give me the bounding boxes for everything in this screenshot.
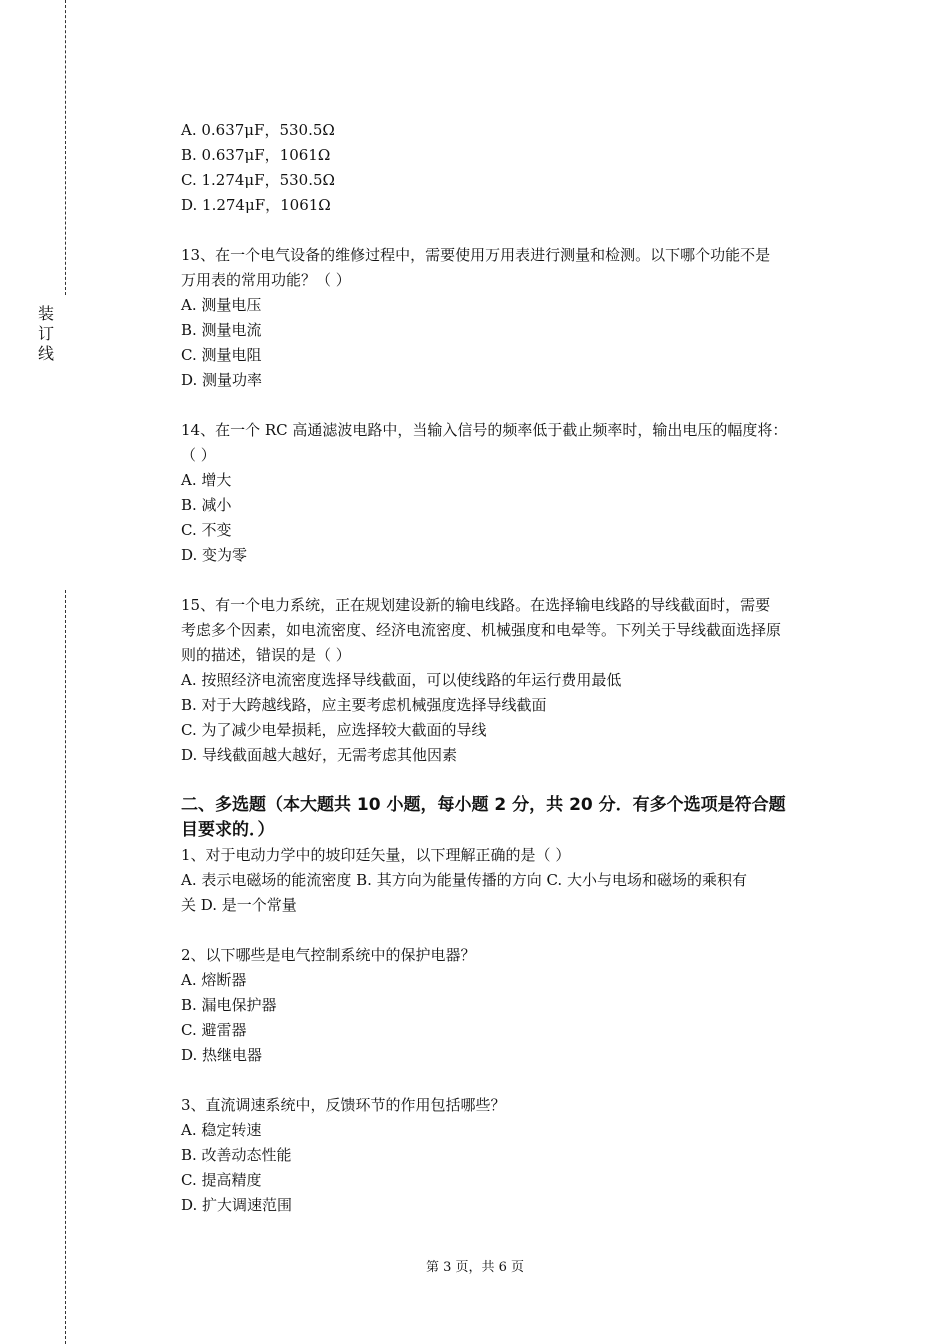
option-c: C. 1.274μF，530.5Ω (181, 171, 335, 189)
option-b: B. 减小 (181, 496, 232, 514)
option-a: A. 增大 (181, 471, 232, 489)
option-a: A. 按照经济电流密度选择导线截面，可以使线路的年运行费用最低 (181, 671, 622, 689)
question-text: 14、在一个 RC 高通滤波电路中，当输入信号的频率低于截止频率时，输出电压的幅度将： (181, 421, 788, 439)
section-2-heading (181, 793, 841, 843)
option-d: D. 扩大调速范围 (181, 1196, 293, 1214)
options-inline: A. 表示电磁场的能流密度 B. 其方向为能量传播的方向 C. 大小与电场和磁场的乘积有 (181, 871, 747, 889)
multi-question-3 (181, 1093, 841, 1218)
option-d: D. 测量功率 (181, 371, 263, 389)
multi-question-1 (181, 843, 841, 918)
option-a: A. 熔断器 (181, 971, 247, 989)
option-b: B. 测量电流 (181, 321, 262, 339)
binding-dashed-line-bottom (65, 590, 66, 1344)
section-title: 二、多选题（本大题共 10 小题，每小题 2 分，共 20 分．有多个选项是符合题 (181, 795, 786, 815)
question-text: 1、对于电动力学中的坡印廷矢量，以下理解正确的是（ ） (181, 846, 571, 864)
question-text: 万用表的常用功能？（ ） (181, 271, 351, 289)
option-a: A. 测量电压 (181, 296, 262, 314)
option-d: D. 变为零 (181, 546, 248, 564)
question-text: 13、在一个电气设备的维修过程中，需要使用万用表进行测量和检测。以下哪个功能不是 (181, 246, 771, 264)
multi-question-2 (181, 943, 841, 1068)
binding-label-char: 装 (37, 304, 54, 323)
binding-dashed-line-top (65, 0, 66, 295)
question-text: 15、有一个电力系统，正在规划建设新的输电线路。在选择输电线路的导线截面时，需要 (181, 596, 771, 614)
option-c: C. 提高精度 (181, 1171, 262, 1189)
option-a: A. 0.637μF，530.5Ω (181, 121, 335, 139)
option-c: C. 为了减少电晕损耗，应选择较大截面的导线 (181, 721, 487, 739)
option-b: B. 改善动态性能 (181, 1146, 292, 1164)
options-inline: 关 D. 是一个常量 (181, 896, 297, 914)
question-text: 3、直流调速系统中，反馈环节的作用包括哪些？ (181, 1096, 506, 1114)
option-b: B. 0.637μF，1061Ω (181, 146, 331, 164)
binding-label-char: 线 (37, 344, 54, 363)
question-text: 考虑多个因素，如电流密度、经济电流密度、机械强度和电晕等。下列关于导线截面选择原 (181, 621, 782, 639)
option-b: B. 漏电保护器 (181, 996, 277, 1014)
option-c: C. 避雷器 (181, 1021, 247, 1039)
binding-label-char: 订 (37, 324, 54, 343)
option-b: B. 对于大跨越线路，应主要考虑机械强度选择导线截面 (181, 696, 547, 714)
option-c: C. 测量电阻 (181, 346, 262, 364)
question-15 (181, 593, 841, 768)
option-d: D. 导线截面越大越好，无需考虑其他因素 (181, 746, 458, 764)
page-number: 第 3 页，共 6 页 (425, 1260, 525, 1275)
option-a: A. 稳定转速 (181, 1121, 262, 1139)
binding-line-label (37, 304, 55, 364)
exam-content (181, 118, 841, 1218)
question-text: （ ） (181, 446, 216, 464)
option-d: D. 热继电器 (181, 1046, 263, 1064)
question-13 (181, 243, 841, 393)
option-d: D. 1.274μF，1061Ω (181, 196, 331, 214)
section-title: 目要求的．） (181, 820, 275, 840)
question-text: 则的描述，错误的是（ ） (181, 646, 351, 664)
question-14 (181, 418, 841, 568)
question-text: 2、以下哪些是电气控制系统中的保护电器？ (181, 946, 476, 964)
question-12-options (181, 118, 841, 218)
option-c: C. 不变 (181, 521, 232, 539)
